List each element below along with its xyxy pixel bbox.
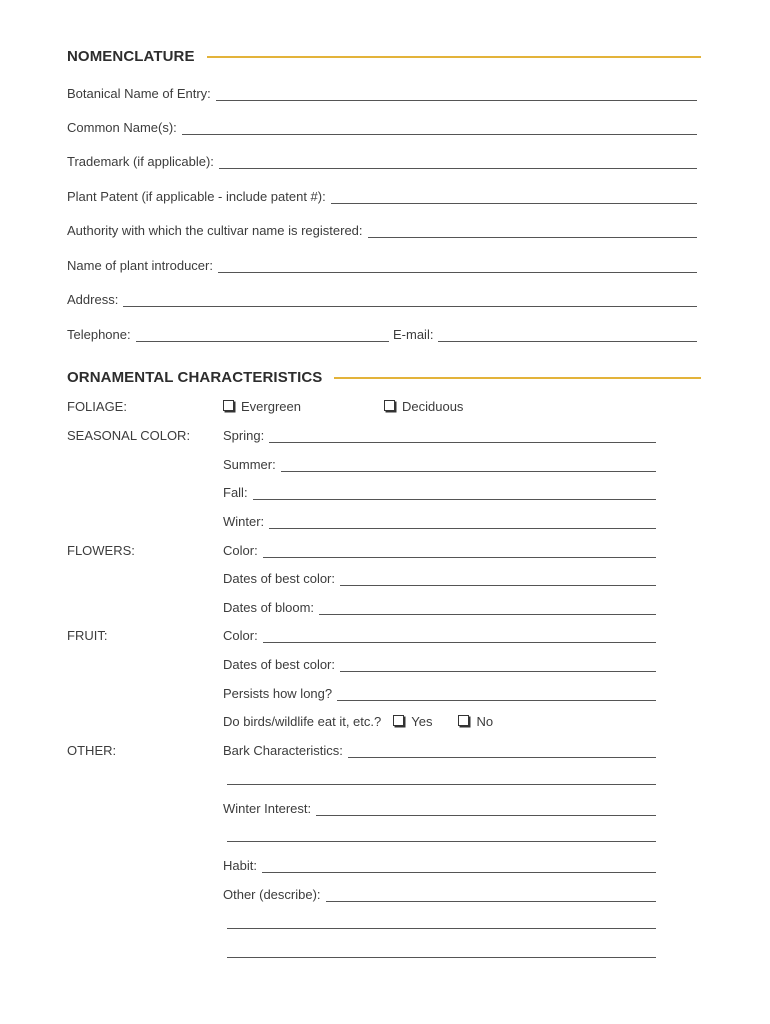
winter-interest-row [223,801,656,816]
checkbox-icon [393,715,404,726]
bark-row [223,743,656,758]
trademark-label: Trademark (if applicable): [67,154,214,169]
telephone-row [67,327,389,342]
trademark-field[interactable] [219,156,697,169]
section-title-ornamental: ORNAMENTAL CHARACTERISTICS [67,369,323,386]
habit-field[interactable] [262,860,656,873]
flower-best-color-row [223,571,656,586]
fruit-color-row [223,628,656,643]
flowers-label: FLOWERS: [67,543,135,558]
checkbox-icon [458,715,469,726]
section-title-nomenclature: NOMENCLATURE [67,48,195,65]
telephone-label: Telephone: [67,327,131,342]
plant-patent-label: Plant Patent (if applicable - include patent #): [67,189,326,204]
deciduous-label: Deciduous [402,399,464,414]
yes-label: Yes [411,714,433,729]
checkbox-icon [384,400,395,411]
introducer-field[interactable] [218,260,697,273]
summer-row [223,457,656,472]
flower-color-row [223,543,656,558]
bloom-dates-field[interactable] [319,602,656,615]
flower-color-label: Color: [223,543,258,558]
other-describe-field-line-2[interactable] [227,916,656,929]
botanical-name-field[interactable] [216,88,697,101]
winter-interest-continuation-row [227,829,656,842]
address-label: Address: [67,292,119,307]
email-label: E-mail: [393,327,434,342]
email-row [393,327,697,342]
winter-row [223,514,656,529]
address-row [67,292,697,307]
common-names-label: Common Name(s): [67,120,177,135]
bark-continuation-row [227,772,656,785]
bark-label: Bark Characteristics: [223,743,343,758]
no-label: No [476,714,494,729]
authority-row [67,223,697,238]
fall-label: Fall: [223,485,248,500]
common-names-field[interactable] [182,122,697,135]
bark-field[interactable] [348,745,656,758]
fruit-label: FRUIT: [67,628,108,643]
fall-field[interactable] [253,487,656,500]
section-divider [334,377,701,379]
bloom-dates-label: Dates of bloom: [223,600,315,615]
fruit-best-color-field[interactable] [340,659,656,672]
winter-interest-field[interactable] [316,803,656,816]
habit-label: Habit: [223,858,257,873]
evergreen-label: Evergreen [241,399,301,414]
seasonal-color-label: SEASONAL COLOR: [67,428,191,443]
deciduous-checkbox[interactable] [384,399,463,414]
section-divider [207,56,701,58]
introducer-label: Name of plant introducer: [67,258,213,273]
plant-patent-field[interactable] [331,191,697,204]
other-label: OTHER: [67,743,117,758]
ornamental-header [67,369,701,386]
fall-row [223,485,656,500]
other-describe-field[interactable] [326,889,656,902]
summer-field[interactable] [281,459,656,472]
persists-row [223,686,656,701]
yes-checkbox[interactable] [393,714,432,729]
bloom-dates-row [223,600,656,615]
birds-label: Do birds/wildlife eat it, etc.? [223,714,382,729]
winter-label: Winter: [223,514,265,529]
bark-field-line-2[interactable] [227,772,656,785]
email-field[interactable] [438,329,697,342]
flower-color-field[interactable] [263,545,656,558]
telephone-field[interactable] [136,329,389,342]
other-describe-field-line-3[interactable] [227,945,656,958]
habit-row [223,858,656,873]
spring-field[interactable] [269,430,656,443]
spring-label: Spring: [223,428,265,443]
fruit-best-color-label: Dates of best color: [223,657,335,672]
no-checkbox[interactable] [458,714,493,729]
plant-patent-row [67,189,697,204]
persists-label: Persists how long? [223,686,333,701]
checkbox-icon [223,400,234,411]
fruit-color-field[interactable] [263,630,656,643]
authority-label: Authority with which the cultivar name is registered: [67,223,363,238]
evergreen-checkbox[interactable] [223,399,301,414]
trademark-row [67,154,697,169]
winter-interest-label: Winter Interest: [223,801,312,816]
spring-row [223,428,656,443]
other-continuation-row-2 [227,945,656,958]
introducer-row [67,258,697,273]
nomenclature-header [67,48,701,65]
summer-label: Summer: [223,457,276,472]
winter-interest-field-line-2[interactable] [227,829,656,842]
birds-row [223,714,656,729]
fruit-color-label: Color: [223,628,258,643]
winter-field[interactable] [269,516,656,529]
common-names-row [67,120,697,135]
flower-best-color-label: Dates of best color: [223,571,335,586]
other-describe-row [223,887,656,902]
other-describe-label: Other (describe): [223,887,321,902]
botanical-name-label: Botanical Name of Entry: [67,86,211,101]
flower-best-color-field[interactable] [340,573,656,586]
persists-field[interactable] [337,688,656,701]
authority-field[interactable] [368,225,697,238]
other-continuation-row-1 [227,916,656,929]
fruit-best-color-row [223,657,656,672]
address-field[interactable] [123,294,697,307]
foliage-label: FOLIAGE: [67,399,127,414]
botanical-name-row [67,86,697,101]
